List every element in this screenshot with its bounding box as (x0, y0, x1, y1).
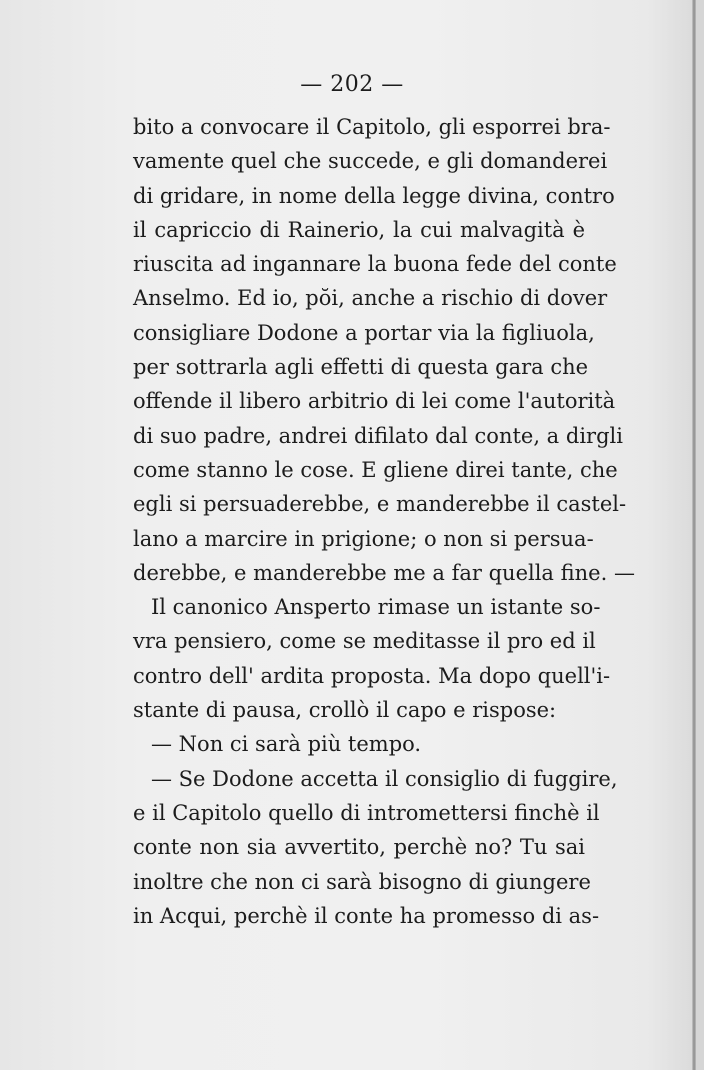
text-line: — Se Dodone accetta il consiglio di fuggire, (151, 766, 618, 791)
text-line: il capriccio di Rainerio, la cui malvagità è (133, 217, 585, 242)
page-number: — 202 — (300, 72, 404, 97)
text-line: consigliare Dodone a portar via la figliuola, (133, 320, 595, 345)
page-edge-line (692, 0, 696, 1070)
page-edge-shadow (696, 0, 704, 1070)
text-line: — Non ci sarà più tempo. (151, 732, 422, 757)
text-line: di gridare, in nome della legge divina, contro (133, 183, 615, 208)
text-line: bito a convocare il Capitolo, gli esporrei bra- (133, 115, 611, 139)
body-text (133, 110, 635, 933)
text-line: stante di pausa, crollò il capo e rispose: (133, 698, 557, 723)
text-line: vamente quel che succede, e gli domanderei (133, 149, 608, 174)
text-line: in Acqui, perchè il conte ha promesso di as- (133, 903, 600, 928)
text-line: come stanno le cose. E gliene direi tante, che (133, 457, 618, 482)
text-line: Il canonico Ansperto rimase un istante so- (151, 595, 601, 620)
text-line: e il Capitolo quello di intromettersi finchè il (133, 800, 600, 825)
text-line: vra pensiero, come se meditasse il pro ed il (133, 629, 596, 654)
text-line: inoltre che non ci sarà bisogno di giungere (133, 869, 591, 894)
text-line: riuscita ad ingannare la buona fede del conte (133, 252, 617, 277)
text-line: derebbe, e manderebbe me a far quella fine. — (133, 560, 635, 585)
text-line: lano a marcire in prigione; o non si persua- (133, 526, 594, 551)
text-line: conte non sia avvertito, perchè no? Tu sai (133, 835, 585, 860)
text-line: egli si persuaderebbe, e manderebbe il castel- (133, 492, 627, 517)
text-line: Anselmo. Ed io, pŏi, anche a rischio di dover (133, 286, 608, 311)
text-line: di suo padre, andrei difilato dal conte, a dirgli (133, 423, 623, 448)
text-line: contro dell' ardita proposta. Ma dopo quell'i- (133, 663, 611, 688)
text-line: offende il libero arbitrio di lei come l'autorità (133, 389, 616, 414)
text-line: per sottrarla agli effetti di questa gara che (133, 355, 589, 380)
